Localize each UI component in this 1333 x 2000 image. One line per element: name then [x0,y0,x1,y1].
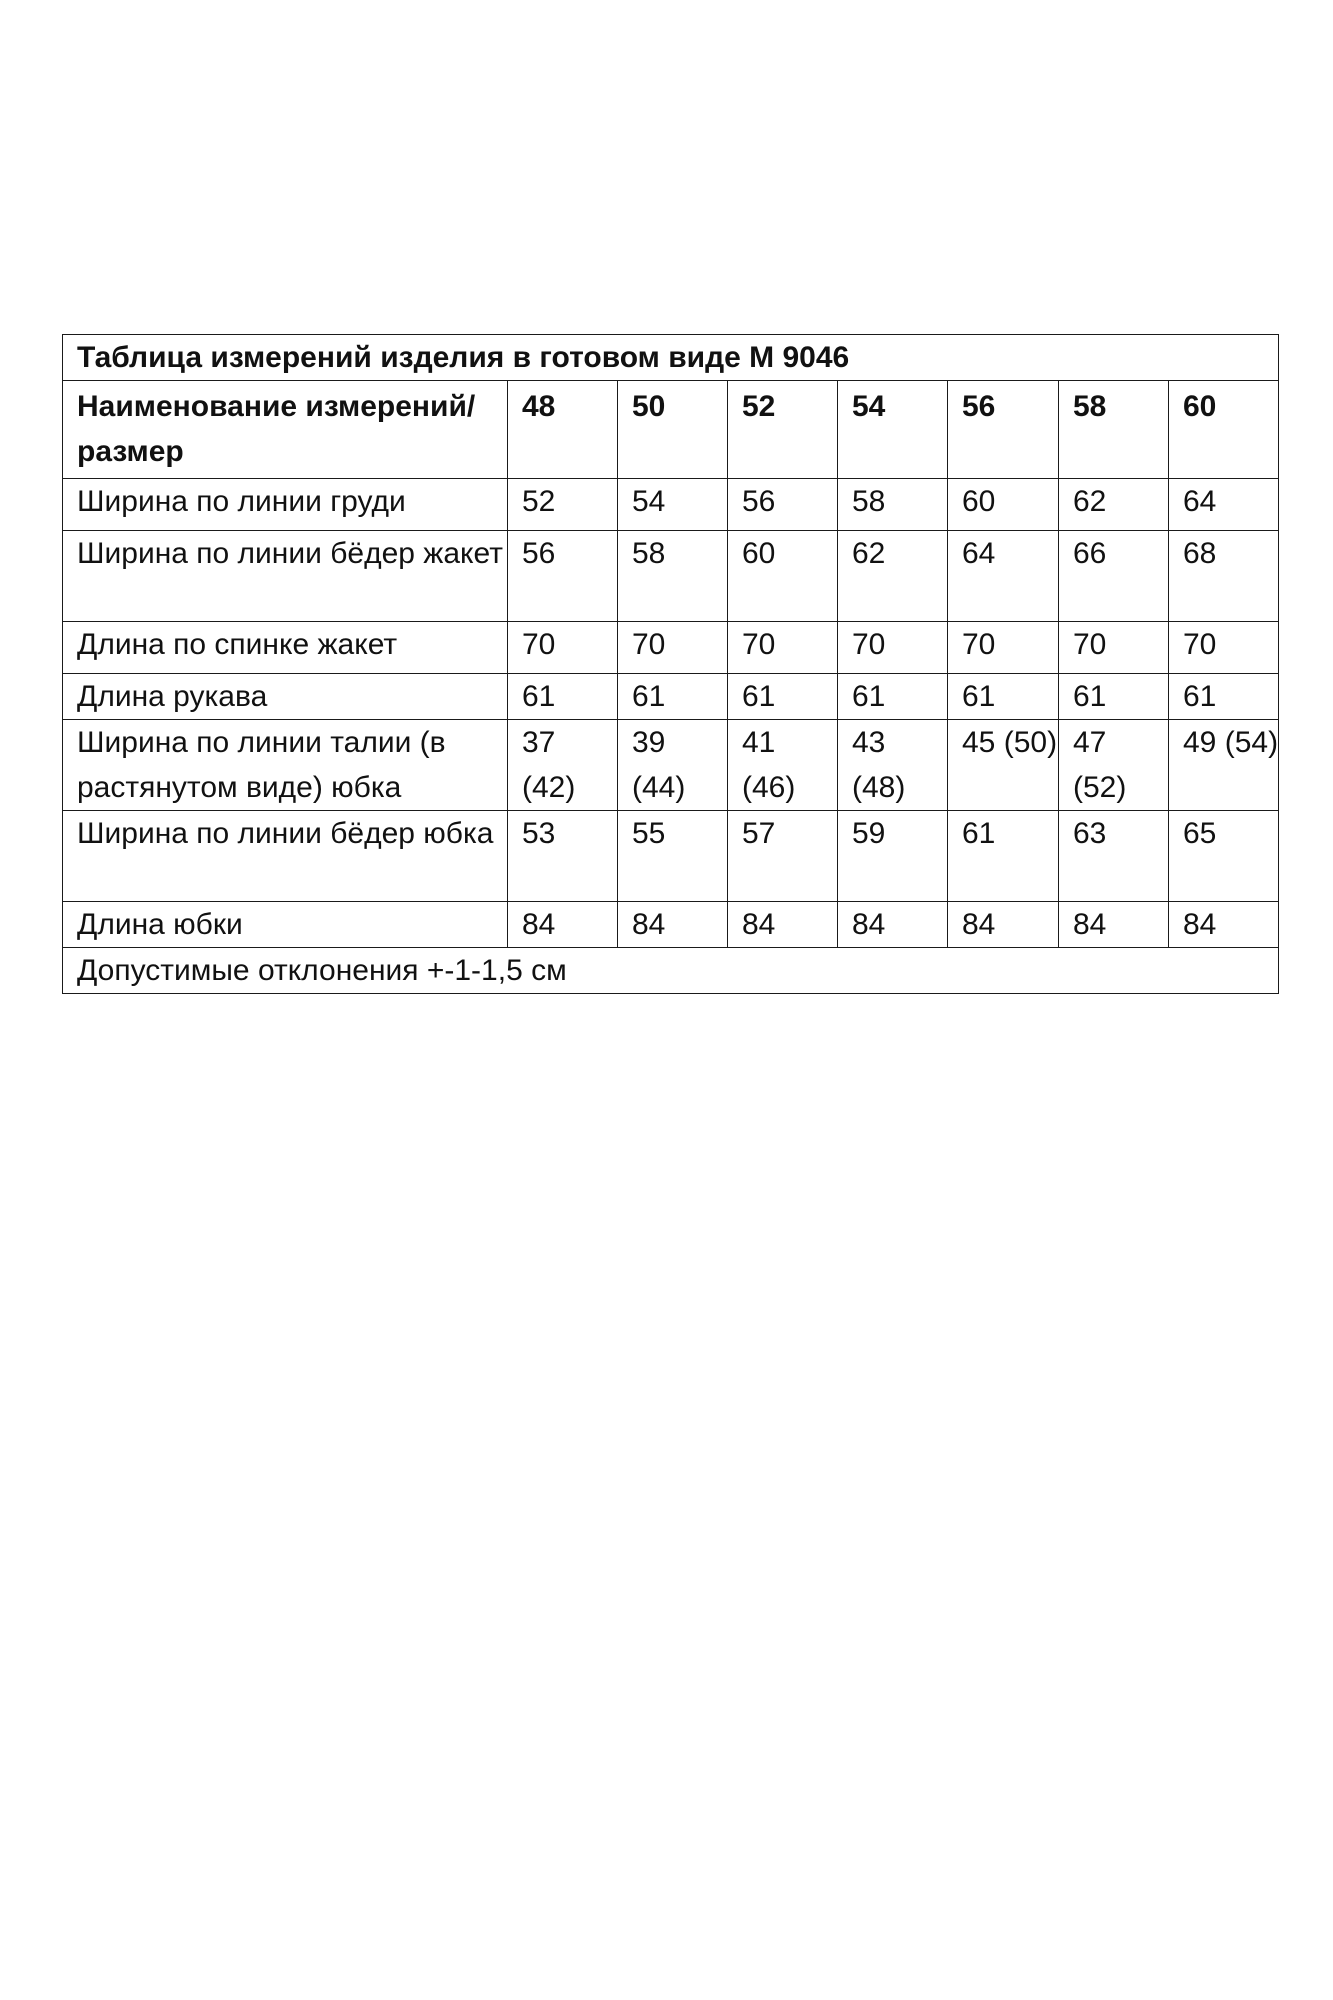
row-value: 56 [728,479,838,531]
row-value: 70 [1059,622,1169,674]
size-header: 54 [838,381,948,479]
row-value: 68 [1169,531,1279,622]
row-value: 43 (48) [838,720,948,811]
row-value: 70 [948,622,1059,674]
row-label: Длина рукава [63,674,508,720]
row-value: 53 [508,811,618,902]
row-value: 55 [618,811,728,902]
measurement-table [62,334,1279,994]
row-value: 58 [618,531,728,622]
table-row [63,902,1279,948]
row-value: 70 [618,622,728,674]
table-row [63,479,1279,531]
row-value: 52 [508,479,618,531]
row-value: 39 (44) [618,720,728,811]
size-header: 58 [1059,381,1169,479]
row-value: 60 [948,479,1059,531]
row-label: Длина юбки [63,902,508,948]
size-header: 48 [508,381,618,479]
row-value: 62 [838,531,948,622]
row-value: 70 [1169,622,1279,674]
row-label: Длина по спинке жакет [63,622,508,674]
row-value: 59 [838,811,948,902]
row-value: 84 [948,902,1059,948]
table-row [63,811,1279,902]
row-value: 45 (50) [948,720,1059,811]
row-value: 61 [838,674,948,720]
row-value: 84 [618,902,728,948]
row-value: 84 [508,902,618,948]
size-header: 56 [948,381,1059,479]
row-value: 70 [728,622,838,674]
row-value: 70 [508,622,618,674]
table-row [63,674,1279,720]
row-value: 49 (54) [1169,720,1279,811]
row-value: 70 [838,622,948,674]
row-value: 61 [728,674,838,720]
row-value: 56 [508,531,618,622]
row-value: 65 [1169,811,1279,902]
size-header: 50 [618,381,728,479]
tolerance-note: Допустимые отклонения +-1-1,5 см [63,948,1279,994]
row-value: 54 [618,479,728,531]
row-value: 64 [948,531,1059,622]
row-value: 61 [1169,674,1279,720]
row-value: 62 [1059,479,1169,531]
row-value: 47 (52) [1059,720,1169,811]
row-value: 66 [1059,531,1169,622]
row-value: 57 [728,811,838,902]
row-value: 61 [1059,674,1169,720]
row-label: Ширина по линии бёдер юбка [63,811,508,902]
table-row [63,531,1279,622]
size-header: 60 [1169,381,1279,479]
row-value: 58 [838,479,948,531]
row-value: 84 [838,902,948,948]
row-value: 84 [728,902,838,948]
table-header-row [63,381,1279,479]
row-value: 84 [1169,902,1279,948]
row-value: 61 [508,674,618,720]
row-value: 61 [948,811,1059,902]
row-value: 37 (42) [508,720,618,811]
header-label: Наименование измерений/размер [63,381,508,479]
row-label: Ширина по линии бёдер жакет [63,531,508,622]
table-caption-row [63,335,1279,381]
row-value: 61 [948,674,1059,720]
row-label: Ширина по линии груди [63,479,508,531]
table-title: Таблица измерений изделия в готовом виде М 9046 [63,335,1279,381]
row-value: 61 [618,674,728,720]
row-value: 64 [1169,479,1279,531]
table-row [63,720,1279,811]
table-row [63,622,1279,674]
row-value: 60 [728,531,838,622]
row-label: Ширина по линии талии (в растянутом виде) юбка [63,720,508,811]
row-value: 63 [1059,811,1169,902]
table-note-row [63,948,1279,994]
row-value: 84 [1059,902,1169,948]
row-value: 41 (46) [728,720,838,811]
size-header: 52 [728,381,838,479]
